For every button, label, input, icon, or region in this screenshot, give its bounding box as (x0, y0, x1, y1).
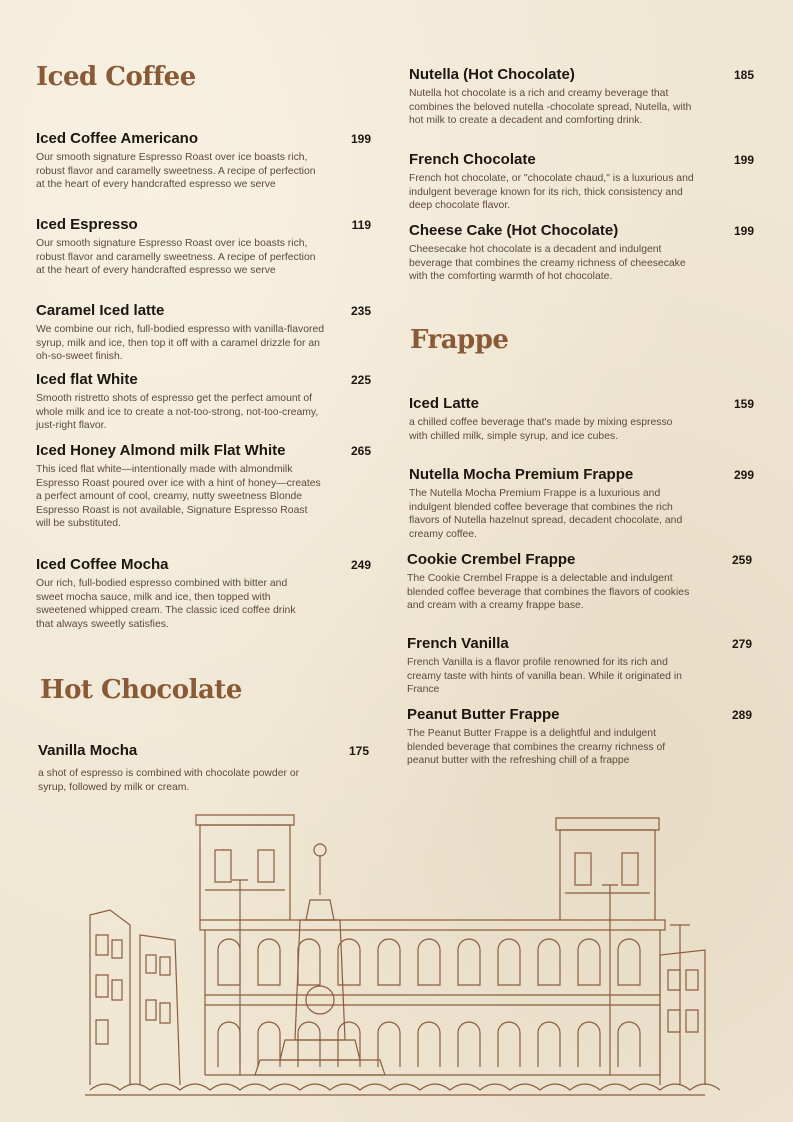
item-price: 175 (348, 744, 369, 758)
item-description: Our smooth signature Espresso Roast over ice boasts rich, robust flavor and caramelly sweetness. A recipe of perfection at the heart of every handcrafted espresso we serve (36, 152, 316, 191)
arched-window (378, 939, 400, 985)
section-title-hot-chocolate: Hot Chocolate (40, 675, 242, 705)
arched-window (538, 939, 560, 985)
menu-item (407, 635, 752, 697)
arched-window (298, 939, 320, 985)
section-title-frappe: Frappe (410, 325, 509, 355)
section-title-iced-coffee: Iced Coffee (36, 62, 196, 92)
item-description: Smooth ristretto shots of espresso get the perfect amount of whole milk and ice to create a not-too-strong, not-too-creamy, just-right flavor. (36, 393, 319, 432)
arched-window (578, 939, 600, 985)
arcade-arch (498, 1022, 520, 1067)
menu-item (409, 395, 754, 443)
menu-item (407, 551, 752, 613)
arcade-arch (218, 1022, 240, 1067)
item-name: Iced Coffee Americano (36, 130, 198, 147)
item-description: Our smooth signature Espresso Roast over ice boasts rich, robust flavor and caramelly sweetness. A recipe of perfection at the heart of every handcrafted espresso we serve (36, 238, 316, 277)
arcade-arch (378, 1022, 400, 1067)
item-description: French hot chocolate, or "chocolate chaud," is a luxurious and indulgent beverage known for its rich, thick consistency and deep chocolate flavor. (409, 173, 694, 212)
menu-item (36, 130, 371, 192)
item-name: Cheese Cake (Hot Chocolate) (409, 222, 619, 239)
arched-window (258, 939, 280, 985)
building-sketch-illustration (0, 805, 793, 1122)
arcade-arch (458, 1022, 480, 1067)
item-price: 289 (731, 708, 752, 722)
arched-window (458, 939, 480, 985)
menu-item (409, 466, 754, 541)
item-name: Iced Coffee Mocha (36, 556, 169, 573)
menu-item (409, 222, 754, 284)
item-name: French Chocolate (409, 151, 536, 168)
menu-item (36, 216, 371, 278)
item-name: Cookie Crembel Frappe (407, 551, 576, 568)
arched-window (418, 939, 440, 985)
item-description: The Peanut Butter Frappe is a delightful and indulgent blended beverage that combines the creamy richness of peanut butter with the refreshing chill of a frappe (407, 728, 666, 767)
item-name: Nutella (Hot Chocolate) (409, 66, 575, 83)
item-name: Vanilla Mocha (38, 742, 138, 759)
arcade-arch (578, 1022, 600, 1067)
menu-item (36, 442, 371, 531)
arcade-arch (618, 1022, 640, 1067)
item-price: 199 (733, 224, 754, 238)
item-price: 259 (731, 553, 752, 567)
item-price: 299 (733, 468, 754, 482)
item-description: We combine our rich, full-bodied espresso with vanilla-flavored syrup, milk and ice, then top it off with a caramel drizzle for an oh-so-sweet finish. (36, 324, 324, 363)
item-name: Iced Espresso (36, 216, 138, 233)
item-description: Our rich, full-bodied espresso combined with bitter and sweet mocha sauce, milk and ice, then topped with sweetened whipped cream. The classic iced coffee drink that always sweetly satisfies. (36, 578, 296, 630)
menu-item (409, 151, 754, 213)
arcade-arch (418, 1022, 440, 1067)
item-description: This iced flat white—intentionally made with almondmilk Espresso Roast poured over ice with a hint of honey—creates a perfect amount of cool, creamy, nutty sweetness Blonde Espresso Roast is not available, Signature Espresso Roast will be substituted. (36, 464, 321, 530)
item-price: 279 (731, 637, 752, 651)
item-price: 249 (350, 558, 371, 572)
item-name: Peanut Butter Frappe (407, 706, 560, 723)
item-name: Iced flat White (36, 371, 138, 388)
item-name: Iced Honey Almond milk Flat White (36, 442, 286, 459)
item-description: a chilled coffee beverage that's made by mixing espresso with chilled milk, simple syrup, and ice cubes. (409, 417, 673, 442)
arched-window (218, 939, 240, 985)
item-description: Cheesecake hot chocolate is a decadent and indulgent beverage that combines the creamy richness of cheesecake with the comforting warmth of hot chocolate. (409, 244, 686, 283)
item-price: 225 (350, 373, 371, 387)
menu-item (38, 742, 369, 794)
menu-item (36, 556, 371, 631)
menu-item (407, 706, 752, 768)
menu-item (409, 66, 754, 128)
item-description: Nutella hot chocolate is a rich and creamy beverage that combines the beloved nutella -chocolate spread, Nutella, with hot milk to create a decadent and comforting drink. (409, 88, 692, 127)
item-name: Iced Latte (409, 395, 480, 412)
item-price: 159 (733, 397, 754, 411)
item-name: Nutella Mocha Premium Frappe (409, 466, 634, 483)
item-name: Caramel Iced latte (36, 302, 165, 319)
item-price: 119 (351, 218, 371, 232)
arcade-arch (538, 1022, 560, 1067)
item-description: a shot of espresso is combined with chocolate powder or syrup, followed by milk or cream. (38, 768, 300, 793)
menu-item (36, 302, 371, 364)
item-price: 185 (733, 68, 754, 82)
item-description: The Cookie Crembel Frappe is a delectable and indulgent blended coffee beverage that combines the flavors of cookies and cream with a creamy frappe base. (407, 573, 690, 612)
item-description: The Nutella Mocha Premium Frappe is a luxurious and indulgent blended coffee beverage that combines the rich flavors of Nutella hazelnut spread, decadent chocolate, and creamy coffee. (409, 488, 683, 540)
item-price: 199 (350, 132, 371, 146)
item-price: 265 (350, 444, 371, 458)
arched-window (618, 939, 640, 985)
item-price: 199 (733, 153, 754, 167)
item-price: 235 (350, 304, 371, 318)
item-name: French Vanilla (407, 635, 509, 652)
arched-window (498, 939, 520, 985)
menu-item (36, 371, 371, 433)
item-description: French Vanilla is a flavor profile renowned for its rich and creamy taste with hints of vanilla bean. While it originated in France (407, 657, 682, 696)
